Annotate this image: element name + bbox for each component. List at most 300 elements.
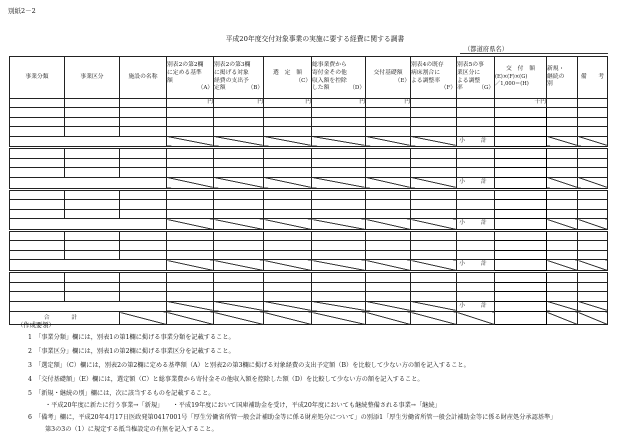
- table-cell[interactable]: [366, 231, 411, 241]
- table-cell[interactable]: [547, 231, 578, 241]
- table-cell[interactable]: [312, 200, 366, 210]
- diagonal-cell: [167, 136, 214, 147]
- table-cell[interactable]: [578, 241, 608, 251]
- table-cell[interactable]: [547, 292, 578, 302]
- diagonal-cell: [264, 177, 312, 188]
- total-row: [10, 312, 608, 325]
- unit-thousand-yen: 千円: [495, 99, 547, 108]
- table-cell[interactable]: [366, 190, 411, 200]
- header-new-or-continued: [547, 57, 578, 99]
- subtotal-blank: [10, 301, 167, 312]
- table-cell[interactable]: [495, 241, 547, 251]
- diagonal-cell: [547, 312, 578, 325]
- header-adjust-rate-f: [411, 57, 457, 99]
- table-cell[interactable]: [10, 200, 65, 210]
- table-cell[interactable]: [264, 127, 312, 137]
- diagonal-cell: [366, 219, 411, 230]
- table-cell[interactable]: [264, 117, 312, 127]
- table-cell[interactable]: [214, 231, 264, 241]
- table-cell[interactable]: [264, 168, 312, 178]
- table-cell[interactable]: [167, 292, 214, 302]
- table-cell[interactable]: [411, 168, 457, 178]
- table-cell[interactable]: [65, 200, 120, 210]
- table-cell[interactable]: [264, 273, 312, 283]
- table-cell[interactable]: [120, 241, 167, 251]
- table-cell[interactable]: [264, 282, 312, 292]
- diagonal-cell: [366, 301, 411, 312]
- diagonal-cell: [411, 219, 457, 230]
- table-cell[interactable]: [547, 200, 578, 210]
- table-cell[interactable]: [264, 158, 312, 168]
- note-item-6: 6 「備考」欄に，平成20年4月17日医政発第0417001号「厚生労働省所管一般会計補助金等に係る財産処分について」の別添1「厚生労働省所管一般会計補助金等に係る財産処分承認基準」: [28, 414, 557, 421]
- table-cell[interactable]: [495, 149, 547, 159]
- table-cell[interactable]: [366, 117, 411, 127]
- table-cell[interactable]: [120, 209, 167, 219]
- header-g-mark: （G）: [478, 85, 494, 92]
- table-cell[interactable]: [547, 282, 578, 292]
- table-cell[interactable]: [312, 273, 366, 283]
- table-cell[interactable]: [10, 282, 65, 292]
- table-cell[interactable]: [578, 273, 608, 283]
- table-cell[interactable]: [457, 200, 495, 210]
- subtotal-amount[interactable]: [495, 177, 547, 188]
- table-cell[interactable]: [495, 168, 547, 178]
- diagonal-cell: [366, 312, 411, 325]
- diagonal-cell: [264, 136, 312, 147]
- table-cell[interactable]: [312, 292, 366, 302]
- table-row: [10, 200, 608, 210]
- table-cell[interactable]: [167, 117, 214, 127]
- table-cell[interactable]: [120, 127, 167, 137]
- table-cell[interactable]: [120, 292, 167, 302]
- subtotal-row: [10, 260, 608, 271]
- table-cell[interactable]: [312, 149, 366, 159]
- unit-row: [10, 99, 608, 108]
- table-cell[interactable]: [65, 168, 120, 178]
- table-cell[interactable]: [457, 149, 495, 159]
- table-cell[interactable]: [167, 108, 214, 118]
- table-cell[interactable]: [65, 117, 120, 127]
- table-cell[interactable]: [65, 273, 120, 283]
- header-b-line2: に掲げる対象: [214, 69, 249, 76]
- table-row: [10, 117, 608, 127]
- table-cell[interactable]: [10, 190, 65, 200]
- table-cell[interactable]: [495, 158, 547, 168]
- diagonal-cell: [167, 260, 214, 271]
- table-cell[interactable]: [264, 241, 312, 251]
- table-cell[interactable]: [264, 231, 312, 241]
- table-cell[interactable]: [65, 241, 120, 251]
- diagonal-cell: [457, 312, 495, 325]
- header-f-line3: よる調整率: [411, 77, 440, 84]
- table-cell[interactable]: [411, 231, 457, 241]
- header-h-formula2: ／1,000＝(H): [495, 81, 529, 88]
- table-cell[interactable]: [312, 231, 366, 241]
- table-cell[interactable]: [65, 292, 120, 302]
- table-cell[interactable]: [120, 282, 167, 292]
- table-cell[interactable]: [457, 168, 495, 178]
- table-cell[interactable]: [264, 292, 312, 302]
- table-cell[interactable]: [214, 117, 264, 127]
- table-cell[interactable]: [214, 149, 264, 159]
- diagonal-cell: [264, 260, 312, 271]
- table-cell[interactable]: [411, 292, 457, 302]
- table-cell[interactable]: [366, 209, 411, 219]
- form-label: 別紙2－2: [8, 7, 36, 15]
- header-e-label: 交付基礎額: [373, 69, 403, 76]
- diagonal-cell: [547, 219, 578, 230]
- diagonal-cell: [264, 301, 312, 312]
- diagonal-cell: [264, 219, 312, 230]
- table-cell[interactable]: [312, 190, 366, 200]
- table-cell[interactable]: [366, 108, 411, 118]
- table-cell[interactable]: [65, 108, 120, 118]
- table-cell[interactable]: [264, 200, 312, 210]
- table-cell[interactable]: [65, 282, 120, 292]
- table-cell[interactable]: [547, 273, 578, 283]
- diagonal-cell: [120, 312, 167, 325]
- table-cell[interactable]: [65, 158, 120, 168]
- table-cell[interactable]: [457, 117, 495, 127]
- table-row: [10, 127, 608, 137]
- table-cell[interactable]: [214, 200, 264, 210]
- header-d-line2: 寄付金その他: [312, 69, 347, 76]
- table-cell[interactable]: [167, 149, 214, 159]
- unit-yen: 円: [312, 99, 366, 108]
- table-cell[interactable]: [167, 168, 214, 178]
- table-cell[interactable]: [457, 108, 495, 118]
- table-cell[interactable]: [120, 108, 167, 118]
- table-cell[interactable]: [547, 117, 578, 127]
- header-h-label: 交 付 額: [506, 65, 535, 72]
- table-cell[interactable]: [214, 209, 264, 219]
- table-cell[interactable]: [495, 117, 547, 127]
- table-cell[interactable]: [578, 200, 608, 210]
- table-cell[interactable]: [366, 250, 411, 260]
- table-cell[interactable]: [547, 127, 578, 137]
- diagonal-cell: [578, 136, 608, 147]
- table-cell[interactable]: [167, 127, 214, 137]
- expense-table: [9, 56, 608, 325]
- header-a-line1: 別表2の第2欄: [167, 61, 204, 68]
- diagonal-cell: [167, 312, 214, 325]
- unit-yen: 円: [214, 99, 264, 108]
- note-item-5-detail: ・平成20年度に新たに行う事業→「新規」 ・平成19年度において国庫補助金を受け，平成20年度においても継続整備される事業→「継続」: [45, 402, 441, 409]
- table-cell[interactable]: [120, 149, 167, 159]
- subtotal-blank: [10, 136, 167, 147]
- diagonal-cell: [214, 301, 264, 312]
- table-cell[interactable]: [214, 158, 264, 168]
- table-cell[interactable]: [366, 158, 411, 168]
- table-cell[interactable]: [578, 108, 608, 118]
- table-cell[interactable]: [457, 158, 495, 168]
- table-cell[interactable]: [264, 149, 312, 159]
- table-cell[interactable]: [214, 250, 264, 260]
- table-cell[interactable]: [578, 127, 608, 137]
- table-cell[interactable]: [65, 209, 120, 219]
- diagonal-cell: [214, 136, 264, 147]
- table-cell[interactable]: [457, 127, 495, 137]
- table-cell[interactable]: [495, 190, 547, 200]
- table-cell[interactable]: [547, 158, 578, 168]
- table-cell[interactable]: [578, 282, 608, 292]
- table-cell[interactable]: [120, 273, 167, 283]
- table-cell[interactable]: [214, 282, 264, 292]
- table-cell[interactable]: [10, 241, 65, 251]
- table-cell[interactable]: [457, 282, 495, 292]
- table-cell[interactable]: [120, 250, 167, 260]
- subtotal-row: [10, 219, 608, 230]
- diagonal-cell: [547, 260, 578, 271]
- table-cell[interactable]: [167, 190, 214, 200]
- diagonal-cell: [547, 177, 578, 188]
- table-row: [10, 168, 608, 178]
- table-cell[interactable]: [120, 200, 167, 210]
- table-cell[interactable]: [312, 108, 366, 118]
- header-base-amount-a: [167, 57, 214, 99]
- header-new-line1: 新規・: [547, 65, 565, 72]
- header-d-line1: 総事業費から: [312, 61, 347, 68]
- header-d-line3: 収入額を控除: [312, 77, 347, 84]
- subtotal-blank: [10, 177, 167, 188]
- table-cell[interactable]: [547, 209, 578, 219]
- table-cell[interactable]: [457, 190, 495, 200]
- note-item-1: 1 「事業分類」欄には，別表1の第1欄に掲げる事業分類を記載すること。: [28, 334, 235, 341]
- table-cell[interactable]: [264, 108, 312, 118]
- table-cell[interactable]: [411, 117, 457, 127]
- table-row: [10, 190, 608, 200]
- table-row: [10, 108, 608, 118]
- table-cell[interactable]: [312, 250, 366, 260]
- note-item-4: 4 「交付基礎額」（E）欄には，選定額（C）と総事業費から寄付金その他収入額を控除した額（D）を比較して少ない方の額を記入すること。: [28, 376, 424, 383]
- table-cell[interactable]: [264, 209, 312, 219]
- table-cell[interactable]: [10, 127, 65, 137]
- table-cell[interactable]: [214, 241, 264, 251]
- table-cell[interactable]: [457, 250, 495, 260]
- table-cell[interactable]: [457, 273, 495, 283]
- unit-yen: 円: [264, 99, 312, 108]
- table-cell[interactable]: [214, 108, 264, 118]
- table-cell[interactable]: [10, 292, 65, 302]
- table-cell[interactable]: [312, 158, 366, 168]
- table-cell[interactable]: [366, 292, 411, 302]
- header-g-line1: 別表5の事: [457, 61, 484, 68]
- table-cell[interactable]: [495, 292, 547, 302]
- table-cell[interactable]: [578, 149, 608, 159]
- table-cell[interactable]: [411, 241, 457, 251]
- table-cell[interactable]: [312, 127, 366, 137]
- table-cell[interactable]: [10, 209, 65, 219]
- header-d-line4: した額: [312, 85, 330, 92]
- prefecture-name-line: [460, 53, 608, 54]
- table-cell[interactable]: [366, 127, 411, 137]
- header-row: [10, 57, 608, 99]
- table-cell[interactable]: [312, 168, 366, 178]
- table-cell[interactable]: [578, 190, 608, 200]
- header-c-mark: （C）: [295, 77, 311, 84]
- table-cell[interactable]: [366, 282, 411, 292]
- table-cell[interactable]: [214, 292, 264, 302]
- table-cell[interactable]: [457, 231, 495, 241]
- subtotal-amount[interactable]: [495, 260, 547, 271]
- table-cell[interactable]: [547, 108, 578, 118]
- table-cell[interactable]: [578, 209, 608, 219]
- table-cell[interactable]: [578, 250, 608, 260]
- header-division: 事業区分: [65, 57, 120, 99]
- table-cell[interactable]: [495, 108, 547, 118]
- diagonal-cell: [411, 312, 457, 325]
- diagonal-cell: [264, 312, 312, 325]
- table-cell[interactable]: [167, 282, 214, 292]
- table-cell[interactable]: [495, 273, 547, 283]
- table-cell[interactable]: [167, 231, 214, 241]
- table-cell[interactable]: [214, 273, 264, 283]
- header-d-mark: （D）: [349, 85, 365, 92]
- table-cell[interactable]: [578, 231, 608, 241]
- table-cell[interactable]: [65, 231, 120, 241]
- diagonal-cell: [312, 219, 366, 230]
- table-row: [10, 241, 608, 251]
- diagonal-cell: [214, 312, 264, 325]
- table-cell[interactable]: [366, 273, 411, 283]
- table-cell[interactable]: [366, 241, 411, 251]
- table-cell[interactable]: [65, 190, 120, 200]
- table-cell[interactable]: [411, 190, 457, 200]
- table-cell[interactable]: [578, 168, 608, 178]
- table-cell[interactable]: [366, 200, 411, 210]
- table-cell[interactable]: [547, 250, 578, 260]
- subtotal-row: [10, 136, 608, 147]
- table-cell[interactable]: [65, 127, 120, 137]
- table-cell[interactable]: [10, 149, 65, 159]
- diagonal-cell: [366, 260, 411, 271]
- table-row: [10, 209, 608, 219]
- diagonal-cell: [578, 219, 608, 230]
- header-g-line3: よる調整: [457, 77, 481, 84]
- diagonal-cell: [167, 219, 214, 230]
- total-label: 合 計: [10, 312, 120, 325]
- table-cell[interactable]: [10, 117, 65, 127]
- header-b-line1: 別表2の第3欄: [214, 61, 251, 68]
- table-cell[interactable]: [457, 241, 495, 251]
- unit-yen: 円: [366, 99, 411, 108]
- table-cell[interactable]: [264, 250, 312, 260]
- table-cell[interactable]: [65, 250, 120, 260]
- table-cell[interactable]: [495, 282, 547, 292]
- table-cell[interactable]: [214, 190, 264, 200]
- table-cell[interactable]: [10, 158, 65, 168]
- table-cell[interactable]: [495, 231, 547, 241]
- table-cell[interactable]: [495, 200, 547, 210]
- table-cell[interactable]: [411, 209, 457, 219]
- diagonal-cell: [411, 177, 457, 188]
- table-cell[interactable]: [120, 190, 167, 200]
- table-cell[interactable]: [214, 168, 264, 178]
- table-cell[interactable]: [312, 209, 366, 219]
- table-cell[interactable]: [167, 273, 214, 283]
- table-cell[interactable]: [264, 190, 312, 200]
- header-remarks: 備 考: [578, 57, 608, 99]
- table-cell[interactable]: [578, 117, 608, 127]
- table-cell[interactable]: [312, 117, 366, 127]
- table-cell[interactable]: [366, 168, 411, 178]
- table-cell[interactable]: [495, 127, 547, 137]
- table-cell[interactable]: [578, 158, 608, 168]
- table-cell[interactable]: [167, 158, 214, 168]
- header-grant-amount-h: [495, 57, 547, 99]
- header-a-line3: 額: [167, 77, 173, 84]
- table-cell[interactable]: [411, 127, 457, 137]
- subtotal-row: [10, 177, 608, 188]
- subtotal-amount[interactable]: [495, 301, 547, 312]
- table-cell[interactable]: [411, 250, 457, 260]
- table-row: [10, 273, 608, 283]
- table-cell[interactable]: [10, 108, 65, 118]
- table-cell[interactable]: [65, 149, 120, 159]
- header-b-line4: 定額: [214, 85, 226, 92]
- table-cell[interactable]: [10, 250, 65, 260]
- table-cell[interactable]: [312, 282, 366, 292]
- table-cell[interactable]: [411, 158, 457, 168]
- table-cell[interactable]: [167, 241, 214, 251]
- header-h-formula1: (E)×(F)×(G): [495, 73, 528, 80]
- table-cell[interactable]: [411, 273, 457, 283]
- table-cell[interactable]: [167, 209, 214, 219]
- diagonal-cell: [578, 177, 608, 188]
- table-cell[interactable]: [547, 241, 578, 251]
- table-cell[interactable]: [120, 231, 167, 241]
- header-new-line3: 別: [547, 81, 553, 88]
- table-cell[interactable]: [495, 209, 547, 219]
- table-cell[interactable]: [411, 108, 457, 118]
- table-cell[interactable]: [10, 168, 65, 178]
- table-cell[interactable]: [578, 292, 608, 302]
- subtotal-blank: [10, 219, 167, 230]
- prefecture-name-label: （都道府県名）: [464, 46, 509, 53]
- table-cell[interactable]: [411, 200, 457, 210]
- table-cell[interactable]: [10, 273, 65, 283]
- table-cell[interactable]: [547, 190, 578, 200]
- header-g-line4: 率: [457, 85, 463, 92]
- diagonal-cell: [366, 177, 411, 188]
- diagonal-cell: [578, 312, 608, 325]
- table-cell[interactable]: [547, 149, 578, 159]
- table-cell[interactable]: [495, 250, 547, 260]
- table-cell[interactable]: [120, 158, 167, 168]
- table-cell[interactable]: [120, 117, 167, 127]
- table-cell[interactable]: [312, 241, 366, 251]
- table-cell[interactable]: [547, 168, 578, 178]
- table-cell[interactable]: [457, 292, 495, 302]
- table-cell[interactable]: [120, 168, 167, 178]
- header-b-mark: （B）: [247, 85, 263, 92]
- table-cell[interactable]: [366, 149, 411, 159]
- table-cell[interactable]: [10, 231, 65, 241]
- diagonal-cell: [578, 260, 608, 271]
- table-cell[interactable]: [167, 250, 214, 260]
- table-cell[interactable]: [167, 200, 214, 210]
- header-f-mark: （F）: [440, 85, 456, 92]
- table-cell[interactable]: [214, 127, 264, 137]
- total-amount[interactable]: [495, 312, 547, 325]
- subtotal-amount[interactable]: [495, 219, 547, 230]
- table-cell[interactable]: [457, 209, 495, 219]
- subtotal-amount[interactable]: [495, 136, 547, 147]
- diagonal-cell: [214, 219, 264, 230]
- table-cell[interactable]: [411, 282, 457, 292]
- table-cell[interactable]: [411, 149, 457, 159]
- header-c-label: 選 定 額: [273, 69, 302, 76]
